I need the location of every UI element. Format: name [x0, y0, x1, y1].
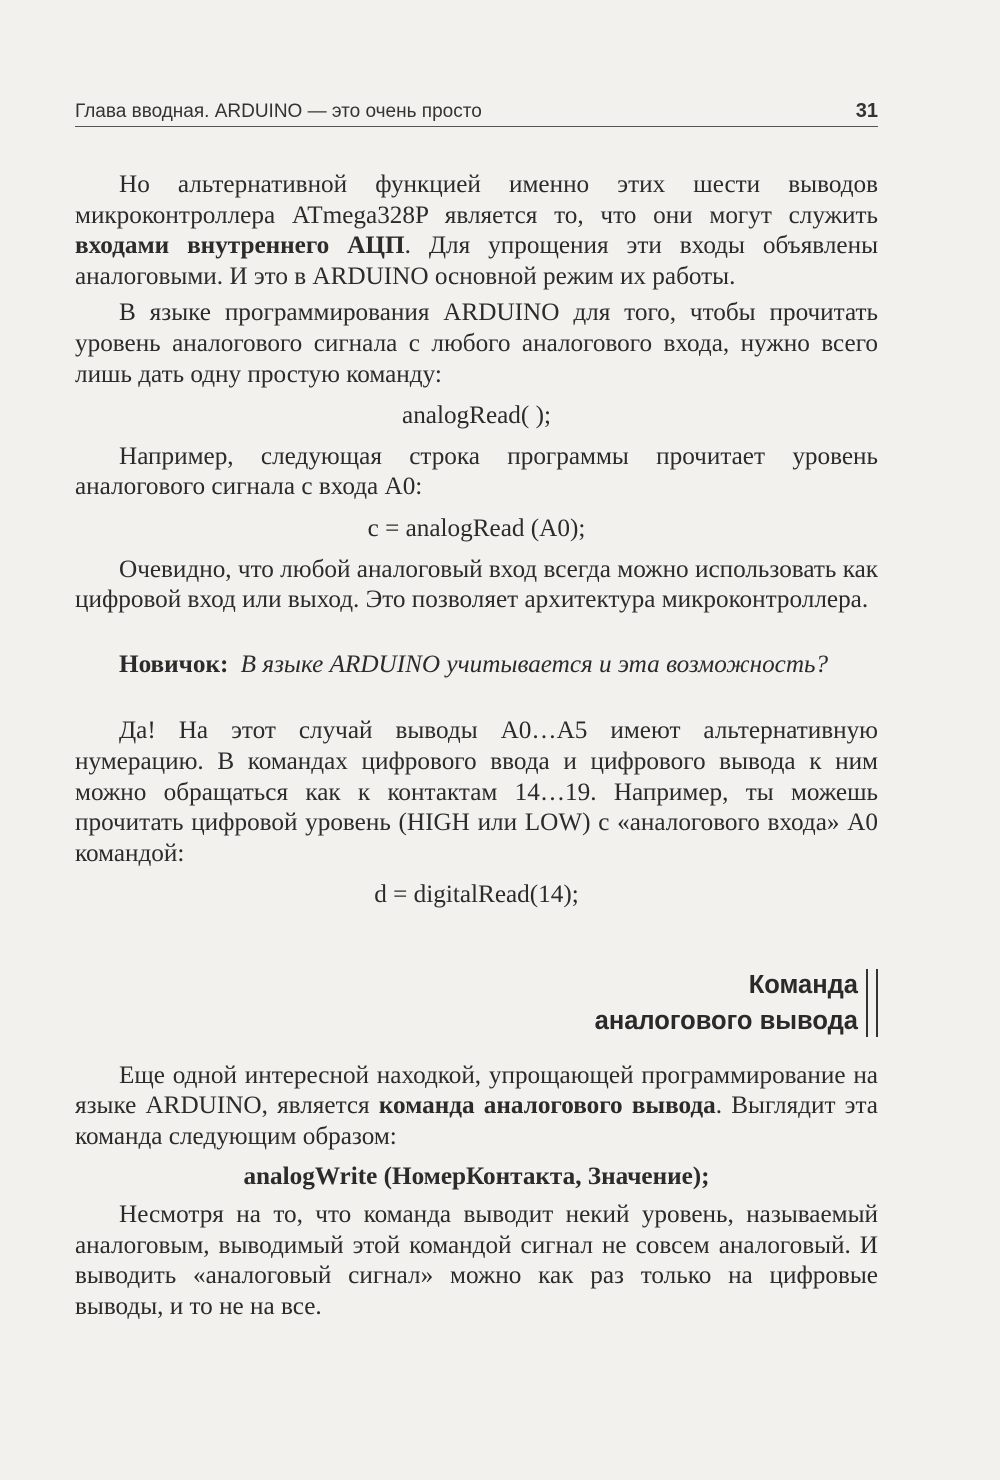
- code-formula: analogRead( );: [402, 402, 551, 430]
- running-header: [75, 100, 878, 127]
- paragraph: Несмотря на то, что команда выводит некий уровень, называемый аналоговым, выводимый этой командой сигнал не совсем аналоговый. И выводить «аналоговый сигнал» можно как раз только на цифровые выводы, и то не на все.: [75, 1201, 878, 1321]
- code-formula: d = digitalRead(14);: [374, 881, 579, 909]
- chapter-title: Глава вводная. ARDUINO — это очень просто: [75, 101, 482, 122]
- dialog-line: [75, 650, 878, 681]
- heading-bar-decoration: [866, 969, 878, 1037]
- page-number: 31: [855, 100, 878, 122]
- text-run: . Выглядит эта команда следующим образом:: [75, 1092, 878, 1151]
- bold-term: команда аналогового вывода: [378, 1092, 716, 1120]
- section-heading-line: Команда: [748, 970, 858, 999]
- text-run: Еще одной интересной находкой, упрощающей программирование на языке ARDUINO, является: [75, 1061, 878, 1120]
- paragraph: Да! На этот случай выводы A0…A5 имеют альтернативную нумерацию. В командах цифрового ввода и цифрового вывода к ним можно обращаться как к контактам 14…19. Например, ты можешь прочитать цифровой уровень (HIGH или LOW) с «аналогового входа» A0 командой:: [75, 717, 878, 867]
- section-heading-line: аналогового вывода: [594, 1006, 858, 1035]
- paragraph: [75, 1061, 878, 1153]
- page-body: [75, 170, 878, 1323]
- paragraph: [75, 170, 878, 292]
- code-formula: analogWrite (НомерКонтакта, Значение);: [243, 1162, 710, 1190]
- section-heading: [75, 967, 878, 1039]
- code-formula: c = analogRead (A0);: [367, 514, 586, 542]
- paragraph: Например, следующая строка программы прочитает уровень аналогового сигнала с входа A0:: [75, 442, 878, 501]
- text-run: . Для упрощения эти входы объявлены аналоговыми. И это в ARDUINO основной режим их работы.: [75, 232, 878, 290]
- bold-term: входами внутреннего АЦП: [75, 232, 405, 260]
- text-run: Но альтернативной функцией именно этих шести выводов микроконтроллера ATmega328P является то, что они могут служить: [75, 171, 878, 229]
- dialog-speaker: Новичок:: [119, 650, 229, 678]
- dialog-question: В языке ARDUINO учитывается и эта возможность?: [240, 650, 829, 678]
- paragraph: Очевидно, что любой аналоговый вход всегда можно использовать как цифровой вход или выход. Это позволяет архитектура микроконтроллера.: [75, 555, 878, 614]
- paragraph: В языке программирования ARDUINO для того, чтобы прочитать уровень аналогового сигнала с любого аналогового входа, нужно всего лишь дать одну простую команду:: [75, 299, 878, 388]
